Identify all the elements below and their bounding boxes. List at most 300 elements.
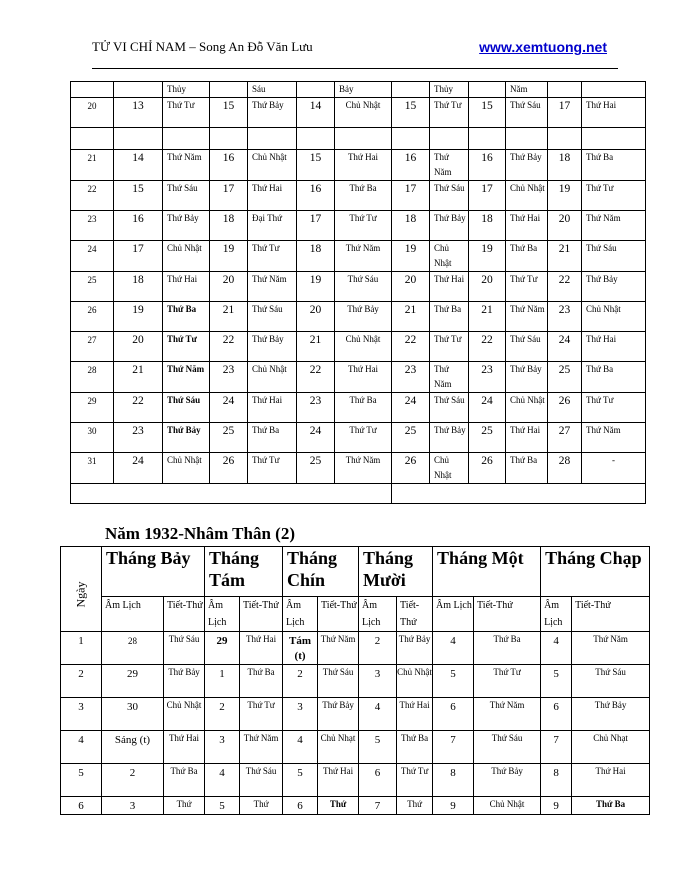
weekday-cell: Thứ Bảy (248, 98, 297, 128)
number-cell: 5 (283, 764, 318, 797)
weekday-cell: Thứ Bảy (582, 272, 646, 302)
weekday-cell: Thứ (318, 797, 359, 815)
number-cell: 5 (541, 665, 572, 698)
table-row (61, 698, 650, 731)
weekday-cell: Thứ Sáu (506, 98, 548, 128)
weekday-cell: Thứ Hai (248, 181, 297, 211)
weekday-cell: Thứ Bảy (335, 302, 392, 332)
weekday-cell: Thứ Ba (582, 150, 646, 181)
weekday-cell: Thứ (240, 797, 283, 815)
weekday-cell: Thứ Hai (163, 272, 210, 302)
number-cell: 25 (210, 423, 248, 453)
number-cell: 17 (114, 241, 163, 272)
weekday-cell: Thứ Bảy (248, 332, 297, 362)
number-cell: 20 (114, 332, 163, 362)
weekday-cell: Thứ Bảy (163, 211, 210, 241)
weekday-cell: Thứ Năm (474, 698, 541, 731)
number-cell: 3 (283, 698, 318, 731)
number-cell: 25 (392, 423, 430, 453)
weekday-cell: Thứ Sáu (164, 632, 205, 665)
weekday-cell: Thứ Ba (506, 241, 548, 272)
number-cell: 25 (469, 423, 506, 453)
number-cell: 18 (548, 150, 582, 181)
number-cell: 16 (210, 150, 248, 181)
number-cell: 15 (469, 98, 506, 128)
table-cell: Sáu (248, 82, 297, 98)
weekday-cell: Thứ Sáu (248, 302, 297, 332)
number-cell: 5 (433, 665, 474, 698)
number-cell: 2 (359, 632, 397, 665)
lunar-subheader: Âm Lịch (102, 597, 164, 632)
number-cell: 18 (392, 211, 430, 241)
lunar-subheader: Âm Lịch (359, 597, 397, 632)
table-cell (297, 82, 335, 98)
weekday-cell: Chủ Nhạt (318, 731, 359, 764)
number-cell: 30 (102, 698, 164, 731)
number-cell: 15 (114, 181, 163, 211)
weekday-cell: Thứ Năm (318, 632, 359, 665)
weekday-cell: Chủ Nhật (430, 453, 469, 484)
number-cell (210, 128, 248, 150)
empty-cell (71, 484, 392, 504)
weekday-cell: Thứ Tư (335, 211, 392, 241)
number-cell: 2 (61, 665, 102, 698)
weekday-cell: Thứ Ba (582, 362, 646, 393)
weekday-cell: Thứ Hai (164, 731, 205, 764)
number-cell (114, 128, 163, 150)
tiet-subheader: Tiết-Thứ (318, 597, 359, 632)
weekday-cell: Thứ Năm (248, 272, 297, 302)
number-cell: 2 (102, 764, 164, 797)
number-cell: 5 (61, 764, 102, 797)
number-cell: 17 (210, 181, 248, 211)
number-cell: 6 (541, 698, 572, 731)
number-cell: 17 (392, 181, 430, 211)
weekday-cell: Thứ Sáu (163, 393, 210, 423)
number-cell: 30 (71, 423, 114, 453)
weekday-cell: Chủ Nhật (506, 181, 548, 211)
number-cell: 20 (469, 272, 506, 302)
weekday-cell: Thứ Năm (430, 150, 469, 181)
weekday-cell: Thứ Hai (430, 272, 469, 302)
weekday-cell (163, 128, 210, 150)
tiet-subheader: Tiết-Thứ (164, 597, 205, 632)
weekday-cell: Thứ Ba (506, 453, 548, 484)
number-cell: 24 (469, 393, 506, 423)
weekday-cell: Thứ Bảy (430, 423, 469, 453)
number-cell: 28 (102, 632, 164, 665)
number-cell: 22 (71, 181, 114, 211)
number-cell: 6 (359, 764, 397, 797)
weekday-cell: Thứ Tư (335, 423, 392, 453)
number-cell: 29 (102, 665, 164, 698)
site-link[interactable]: www.xemtuong.net (479, 39, 607, 55)
weekday-cell: Thứ Bảy (474, 764, 541, 797)
number-cell: 2 (205, 698, 240, 731)
number-cell: 24 (210, 393, 248, 423)
weekday-cell: Thứ Ba (430, 302, 469, 332)
weekday-cell: Thứ Ba (397, 731, 433, 764)
table-row (61, 665, 650, 698)
number-cell: 22 (297, 362, 335, 393)
number-cell: 3 (61, 698, 102, 731)
weekday-cell: Thứ Ba (164, 764, 205, 797)
header-divider (92, 68, 618, 69)
weekday-cell: Thứ Sáu (572, 665, 650, 698)
weekday-cell: Thứ Năm (506, 302, 548, 332)
weekday-cell: Thứ Ba (572, 797, 650, 815)
weekday-cell: Thứ Hai (335, 362, 392, 393)
number-cell: 5 (359, 731, 397, 764)
weekday-cell: Thứ (397, 797, 433, 815)
number-cell (297, 128, 335, 150)
number-cell: 16 (392, 150, 430, 181)
number-cell: 8 (433, 764, 474, 797)
weekday-cell: Thứ Hai (397, 698, 433, 731)
month-header: Tháng Bảy (102, 547, 205, 597)
number-cell: 21 (548, 241, 582, 272)
number-cell (71, 128, 114, 150)
month-header: Tháng Chạp (541, 547, 650, 597)
weekday-cell: Chủ Nhật (163, 453, 210, 484)
weekday-cell: Chủ Nhật (335, 332, 392, 362)
table-cell: Thủy (430, 82, 469, 98)
weekday-cell: Thứ Tư (474, 665, 541, 698)
number-cell: 19 (210, 241, 248, 272)
table-row (71, 302, 646, 332)
weekday-cell: Chủ Nhật (335, 98, 392, 128)
number-cell: 20 (71, 98, 114, 128)
number-cell: 9 (541, 797, 572, 815)
weekday-cell: Thứ Năm (582, 211, 646, 241)
weekday-cell: Thứ Tư (506, 272, 548, 302)
number-cell: 22 (114, 393, 163, 423)
weekday-cell: Thứ Bảy (397, 632, 433, 665)
table-row (71, 332, 646, 362)
weekday-cell: Thứ Ba (240, 665, 283, 698)
number-cell: 3 (359, 665, 397, 698)
weekday-cell: Thứ Ba (335, 393, 392, 423)
number-cell: 24 (548, 332, 582, 362)
number-cell: 6 (283, 797, 318, 815)
weekday-cell: Thứ Bảy (506, 150, 548, 181)
day-header: Ngày (61, 547, 102, 632)
number-cell (469, 128, 506, 150)
tiet-subheader: Tiết-Thứ (397, 597, 433, 632)
weekday-cell: Thứ Hai (572, 764, 650, 797)
weekday-cell: Chủ Nhật (163, 241, 210, 272)
number-cell: 7 (433, 731, 474, 764)
month-header: Tháng Mười (359, 547, 433, 597)
weekday-cell: Chủ Nhật (430, 241, 469, 272)
number-cell: 20 (210, 272, 248, 302)
weekday-cell: Thứ Hai (248, 393, 297, 423)
number-cell: 4 (541, 632, 572, 665)
weekday-cell: Thứ Tư (248, 453, 297, 484)
table-cell (582, 82, 646, 98)
calendar-table-continued (70, 81, 646, 504)
table-cell: Năm (506, 82, 548, 98)
number-cell: 6 (433, 698, 474, 731)
number-cell: 9 (433, 797, 474, 815)
table-cell (548, 82, 582, 98)
number-cell: 16 (114, 211, 163, 241)
number-cell: 21 (469, 302, 506, 332)
number-cell: 26 (210, 453, 248, 484)
number-cell: 21 (210, 302, 248, 332)
weekday-cell: Thứ Bảy (506, 362, 548, 393)
table-row (71, 181, 646, 211)
weekday-cell: Thứ Năm (572, 632, 650, 665)
weekday-cell: Thứ Ba (163, 302, 210, 332)
weekday-cell: Thứ Sáu (582, 241, 646, 272)
weekday-cell: Thứ (164, 797, 205, 815)
lunar-subheader: Âm Lịch (205, 597, 240, 632)
number-cell: 4 (359, 698, 397, 731)
weekday-cell: Thứ Ba (248, 423, 297, 453)
weekday-cell: Thứ Hai (318, 764, 359, 797)
weekday-cell: Thứ Hai (335, 150, 392, 181)
number-cell: 18 (114, 272, 163, 302)
lunar-subheader: Âm Lịch (283, 597, 318, 632)
number-cell: 2 (283, 665, 318, 698)
number-cell (548, 128, 582, 150)
number-cell: 15 (297, 150, 335, 181)
number-cell: 19 (392, 241, 430, 272)
number-cell: 17 (469, 181, 506, 211)
lunar-subheader: Âm Lịch (433, 597, 474, 632)
weekday-cell (335, 128, 392, 150)
number-cell: 14 (297, 98, 335, 128)
number-cell: 17 (297, 211, 335, 241)
number-cell: 27 (548, 423, 582, 453)
table-row (71, 423, 646, 453)
number-cell: 16 (297, 181, 335, 211)
weekday-cell: Thứ Hai (506, 211, 548, 241)
number-cell: 29 (205, 632, 240, 665)
weekday-cell: Thứ Bảy (572, 698, 650, 731)
weekday-cell: Thứ Sáu (335, 272, 392, 302)
number-cell: 5 (205, 797, 240, 815)
weekday-cell (506, 128, 548, 150)
number-cell: 18 (210, 211, 248, 241)
number-cell: 27 (71, 332, 114, 362)
number-cell: 25 (548, 362, 582, 393)
weekday-cell: Thứ Sáu (430, 393, 469, 423)
weekday-cell: Thứ Bảy (430, 211, 469, 241)
weekday-cell: Thứ Năm (582, 423, 646, 453)
weekday-cell: Thứ Sáu (506, 332, 548, 362)
weekday-cell: Thứ Hai (506, 423, 548, 453)
number-cell: 22 (469, 332, 506, 362)
weekday-cell: Thứ Bảy (164, 665, 205, 698)
number-cell: 8 (541, 764, 572, 797)
number-cell: 18 (297, 241, 335, 272)
table-cell (210, 82, 248, 98)
table-cell: Thủy (163, 82, 210, 98)
weekday-cell: Thứ Sáu (163, 181, 210, 211)
number-cell: 16 (469, 150, 506, 181)
weekday-cell: Thứ Hai (582, 98, 646, 128)
empty-cell (392, 484, 646, 504)
number-cell: 28 (71, 362, 114, 393)
number-cell: 23 (469, 362, 506, 393)
table-row (71, 128, 646, 150)
table-cell (469, 82, 506, 98)
weekday-cell: Chủ Nhạt (572, 731, 650, 764)
lunar-subheader: Âm Lịch (541, 597, 572, 632)
number-cell: 22 (548, 272, 582, 302)
weekday-cell: Thứ Sáu (430, 181, 469, 211)
number-cell: 4 (61, 731, 102, 764)
table-row (61, 731, 650, 764)
number-cell: 4 (433, 632, 474, 665)
month-header: Tháng Một (433, 547, 541, 597)
number-cell: 21 (297, 332, 335, 362)
table-row (71, 211, 646, 241)
weekday-cell: Thứ Tư (163, 98, 210, 128)
number-cell: 21 (392, 302, 430, 332)
tiet-subheader: Tiết-Thứ (572, 597, 650, 632)
weekday-cell: Thứ Bảy (163, 423, 210, 453)
number-cell: 7 (541, 731, 572, 764)
weekday-cell (582, 128, 646, 150)
number-cell: 25 (71, 272, 114, 302)
weekday-cell: Thứ Năm (335, 453, 392, 484)
number-cell: 4 (205, 764, 240, 797)
weekday-cell: Thứ Ba (474, 632, 541, 665)
weekday-cell: Thứ Năm (430, 362, 469, 393)
table-cell: Bảy (335, 82, 392, 98)
table-row (71, 393, 646, 423)
calendar-table-1932 (60, 546, 650, 815)
weekday-cell (430, 128, 469, 150)
table-row (71, 362, 646, 393)
number-cell: 19 (548, 181, 582, 211)
number-cell: 14 (114, 150, 163, 181)
number-cell: 15 (392, 98, 430, 128)
table-row (71, 98, 646, 128)
number-cell: 20 (548, 211, 582, 241)
number-cell: 21 (114, 362, 163, 393)
number-cell: 26 (548, 393, 582, 423)
number-cell: 17 (548, 98, 582, 128)
weekday-cell: Thứ Năm (335, 241, 392, 272)
table-row (71, 453, 646, 484)
number-cell: Tám (t) (283, 632, 318, 665)
month-header: Tháng Tám (205, 547, 283, 597)
number-cell: 3 (205, 731, 240, 764)
weekday-cell: Thứ Năm (240, 731, 283, 764)
number-cell: 31 (71, 453, 114, 484)
number-cell: 23 (71, 211, 114, 241)
number-cell: 15 (210, 98, 248, 128)
weekday-cell: Chủ Nhật (397, 665, 433, 698)
weekday-cell: Thứ Năm (163, 362, 210, 393)
weekday-cell: Chủ Nhật (248, 150, 297, 181)
number-cell: 23 (114, 423, 163, 453)
number-cell: 3 (102, 797, 164, 815)
number-cell: 20 (297, 302, 335, 332)
number-cell: 4 (283, 731, 318, 764)
number-cell: 19 (297, 272, 335, 302)
month-header: Tháng Chín (283, 547, 359, 597)
number-cell: 21 (71, 150, 114, 181)
number-cell: 25 (297, 453, 335, 484)
number-cell: 22 (210, 332, 248, 362)
number-cell: 13 (114, 98, 163, 128)
number-cell: 18 (469, 211, 506, 241)
section-title: Năm 1932-Nhâm Thân (2) (105, 524, 296, 543)
weekday-cell: Thứ Tư (582, 393, 646, 423)
weekday-cell: Chủ Nhật (582, 302, 646, 332)
weekday-cell: Thứ Hai (582, 332, 646, 362)
table-row (71, 150, 646, 181)
page-header (92, 39, 607, 61)
number-cell: 7 (359, 797, 397, 815)
weekday-cell: Thứ Bảy (318, 698, 359, 731)
weekday-cell: Thứ Tư (240, 698, 283, 731)
weekday-cell: Đại Thứ (248, 211, 297, 241)
table-row (71, 272, 646, 302)
number-cell: 23 (392, 362, 430, 393)
weekday-cell: Chủ Nhật (506, 393, 548, 423)
number-cell: 23 (297, 393, 335, 423)
weekday-cell: Thứ Sáu (318, 665, 359, 698)
number-cell: 24 (71, 241, 114, 272)
weekday-cell: Thứ Năm (163, 150, 210, 181)
weekday-cell: Thứ Ba (335, 181, 392, 211)
number-cell: 28 (548, 453, 582, 484)
weekday-cell: Thứ Sáu (240, 764, 283, 797)
number-cell: Sáng (t) (102, 731, 164, 764)
weekday-cell: Thứ Tư (248, 241, 297, 272)
number-cell: 24 (392, 393, 430, 423)
weekday-cell: - (582, 453, 646, 484)
weekday-cell: Thứ Sáu (474, 731, 541, 764)
number-cell: 22 (392, 332, 430, 362)
weekday-cell: Chủ Nhật (474, 797, 541, 815)
book-title: TỬ VI CHỈ NAM – Song An Đỗ Văn Lưu (92, 39, 313, 54)
table-cell (392, 82, 430, 98)
number-cell: 23 (210, 362, 248, 393)
number-cell: 26 (71, 302, 114, 332)
number-cell: 29 (71, 393, 114, 423)
number-cell: 24 (297, 423, 335, 453)
number-cell: 6 (61, 797, 102, 815)
number-cell: 26 (392, 453, 430, 484)
weekday-cell: Chủ Nhật (248, 362, 297, 393)
tiet-subheader: Tiết-Thứ (474, 597, 541, 632)
tiet-subheader: Tiết-Thứ (240, 597, 283, 632)
weekday-cell: Thứ Tư (582, 181, 646, 211)
number-cell: 19 (469, 241, 506, 272)
number-cell: 23 (548, 302, 582, 332)
number-cell: 24 (114, 453, 163, 484)
table-row (71, 241, 646, 272)
weekday-cell: Thứ Tư (397, 764, 433, 797)
table-row (61, 797, 650, 815)
number-cell: 20 (392, 272, 430, 302)
number-cell (392, 128, 430, 150)
table-row (61, 632, 650, 665)
number-cell: 19 (114, 302, 163, 332)
number-cell: 1 (205, 665, 240, 698)
number-cell: 26 (469, 453, 506, 484)
weekday-cell: Thứ Tư (430, 332, 469, 362)
table-cell (71, 82, 114, 98)
number-cell: 1 (61, 632, 102, 665)
